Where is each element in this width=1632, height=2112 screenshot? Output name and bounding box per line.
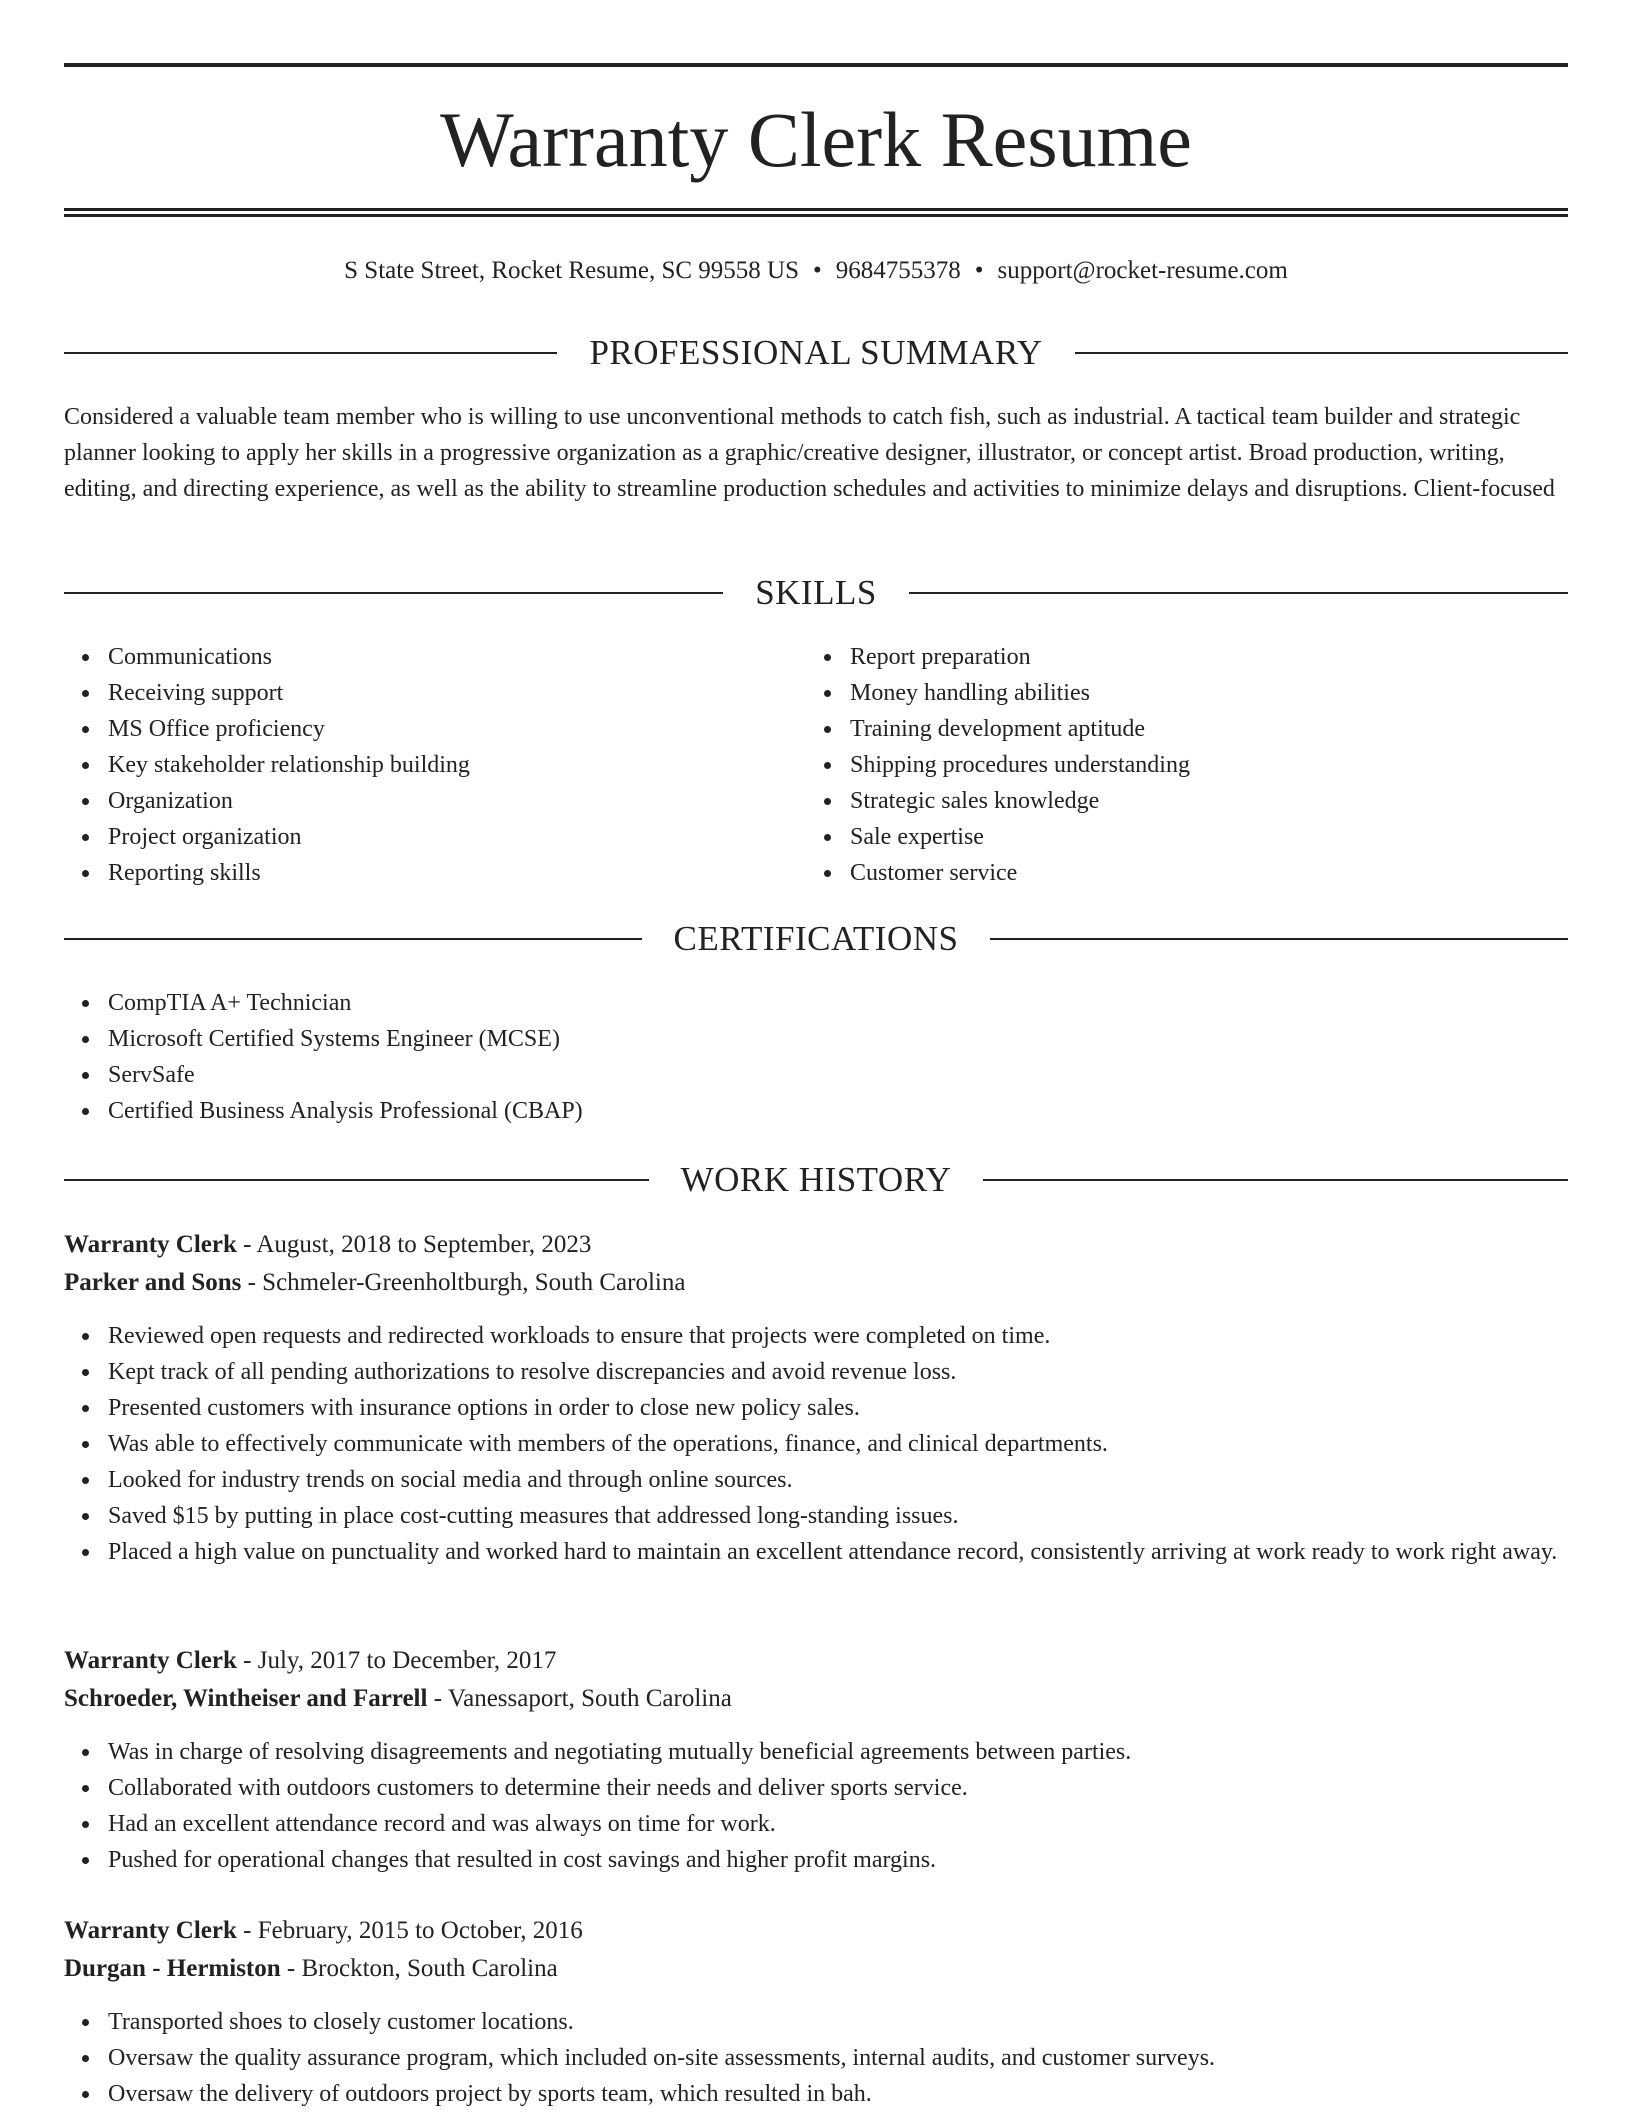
certification-item: CompTIA A+ Technician xyxy=(64,985,1568,1021)
heading-rule xyxy=(990,938,1568,940)
skill-item: Strategic sales knowledge xyxy=(806,783,1566,819)
skill-item: Organization xyxy=(64,783,764,819)
section-heading-certifications xyxy=(64,917,1568,961)
skill-item: Communications xyxy=(64,639,764,675)
heading-rule xyxy=(64,352,557,354)
heading-rule xyxy=(909,592,1568,594)
skill-item: Project organization xyxy=(64,819,764,855)
job-bullet-item: Kept track of all pending authorizations to resolve discrepancies and avoid revenue loss. xyxy=(64,1354,1568,1390)
job-location: - Brockton, South Carolina xyxy=(280,1955,558,1982)
skill-item: Shipping procedures understanding xyxy=(806,747,1566,783)
contact-phone: 9684755378 xyxy=(835,257,961,284)
skills-list-right xyxy=(806,639,1566,891)
job-company: Parker and Sons xyxy=(64,1269,242,1296)
heading-rule xyxy=(64,592,723,594)
skill-item: Reporting skills xyxy=(64,855,764,891)
job-bullets xyxy=(64,2004,1568,2112)
job-bullet-item: Had an excellent attendance record and was always on time for work. xyxy=(64,1806,1568,1842)
section-title: PROFESSIONAL SUMMARY xyxy=(589,333,1043,372)
job-bullet-item: Looked for industry trends on social media and through online sources. xyxy=(64,1462,1568,1498)
title-double-rule xyxy=(64,208,1568,217)
certifications-list xyxy=(64,985,1568,1129)
job-company: Durgan - Hermiston xyxy=(64,1955,281,1982)
contact-address: S State Street, Rocket Resume, SC 99558 US xyxy=(344,257,800,284)
job-entry xyxy=(64,1642,1568,1878)
skill-item: Receiving support xyxy=(64,675,764,711)
job-dates: - August, 2018 to September, 2023 xyxy=(236,1231,592,1258)
job-bullet-item: Oversaw the quality assurance program, which included on-site assessments, internal audits, and customer surveys. xyxy=(64,2040,1568,2076)
skill-item: Key stakeholder relationship building xyxy=(64,747,764,783)
job-company-line xyxy=(64,1264,1568,1302)
contact-separator: • xyxy=(813,257,822,284)
job-dates: - February, 2015 to October, 2016 xyxy=(236,1917,583,1944)
job-bullet-item: Saved $15 by putting in place cost-cutting measures that addressed long-standing issues. xyxy=(64,1498,1568,1534)
section-heading-summary xyxy=(64,331,1568,375)
job-entry xyxy=(64,1226,1568,1570)
section-heading-skills xyxy=(64,571,1568,615)
job-company-line xyxy=(64,1680,1568,1718)
contact-line xyxy=(64,254,1568,288)
job-bullet-item: Collaborated with outdoors customers to determine their needs and deliver sports service. xyxy=(64,1770,1568,1806)
job-company-line xyxy=(64,1950,1568,1988)
contact-email: support@rocket-resume.com xyxy=(997,257,1288,284)
heading-rule xyxy=(1075,352,1568,354)
certification-item: ServSafe xyxy=(64,1057,1568,1093)
job-bullet-item: Placed a high value on punctuality and worked hard to maintain an excellent attendance record, consistently arriving at work ready to work right away. xyxy=(64,1534,1568,1570)
resume-title: Warranty Clerk Resume xyxy=(440,96,1192,183)
skills-list-left xyxy=(64,639,764,891)
job-dates: - July, 2017 to December, 2017 xyxy=(236,1647,557,1674)
job-bullets xyxy=(64,1734,1568,1878)
job-bullet-item: Presented customers with insurance options in order to close new policy sales. xyxy=(64,1390,1568,1426)
skill-item: MS Office proficiency xyxy=(64,711,764,747)
skill-item: Sale expertise xyxy=(806,819,1566,855)
job-bullet-item: Pushed for operational changes that resulted in cost savings and higher profit margins. xyxy=(64,1842,1568,1878)
job-location: - Vanessaport, South Carolina xyxy=(427,1685,732,1712)
top-rule xyxy=(64,63,1568,67)
section-heading-work-history xyxy=(64,1158,1568,1202)
skill-item: Money handling abilities xyxy=(806,675,1566,711)
section-title: WORK HISTORY xyxy=(680,1160,952,1199)
certification-item: Microsoft Certified Systems Engineer (MCSE) xyxy=(64,1021,1568,1057)
job-title: Warranty Clerk xyxy=(64,1231,237,1258)
heading-rule xyxy=(983,1179,1568,1181)
job-company: Schroeder, Wintheiser and Farrell xyxy=(64,1685,428,1712)
job-location: - Schmeler-Greenholtburgh, South Carolina xyxy=(241,1269,686,1296)
job-title-line xyxy=(64,1642,1568,1680)
job-title: Warranty Clerk xyxy=(64,1647,237,1674)
certification-item: Certified Business Analysis Professional (CBAP) xyxy=(64,1093,1568,1129)
skill-item: Customer service xyxy=(806,855,1566,891)
skill-item: Training development aptitude xyxy=(806,711,1566,747)
section-title: CERTIFICATIONS xyxy=(673,919,959,958)
job-title-line xyxy=(64,1226,1568,1264)
contact-separator: • xyxy=(974,257,984,284)
job-bullet-item: Transported shoes to closely customer locations. xyxy=(64,2004,1568,2040)
heading-rule xyxy=(64,1179,649,1181)
job-bullet-item: Reviewed open requests and redirected workloads to ensure that projects were completed on time. xyxy=(64,1318,1568,1354)
skill-item: Report preparation xyxy=(806,639,1566,675)
job-bullets xyxy=(64,1318,1568,1570)
job-title-line xyxy=(64,1912,1568,1950)
job-bullet-item: Oversaw the delivery of outdoors project by sports team, which resulted in bah. xyxy=(64,2076,1568,2112)
job-entry xyxy=(64,1912,1568,2112)
job-title: Warranty Clerk xyxy=(64,1917,237,1944)
summary-text: Considered a valuable team member who is willing to use unconventional methods to catch fish, such as industrial. A tactical team builder and strategic planner looking to apply her skills in a progressive organization as a graphic/creative designer, illustrator, or concept artist. Broad production, writing, editing, and directing experience, as well as the ability to streamline production schedules and activities to minimize delays and disruptions. Client-focused xyxy=(64,404,1555,502)
job-bullet-item: Was in charge of resolving disagreements and negotiating mutually beneficial agreements between parties. xyxy=(64,1734,1568,1770)
job-bullet-item: Was able to effectively communicate with members of the operations, finance, and clinical departments. xyxy=(64,1426,1568,1462)
section-title: SKILLS xyxy=(755,573,877,612)
heading-rule xyxy=(64,938,642,940)
